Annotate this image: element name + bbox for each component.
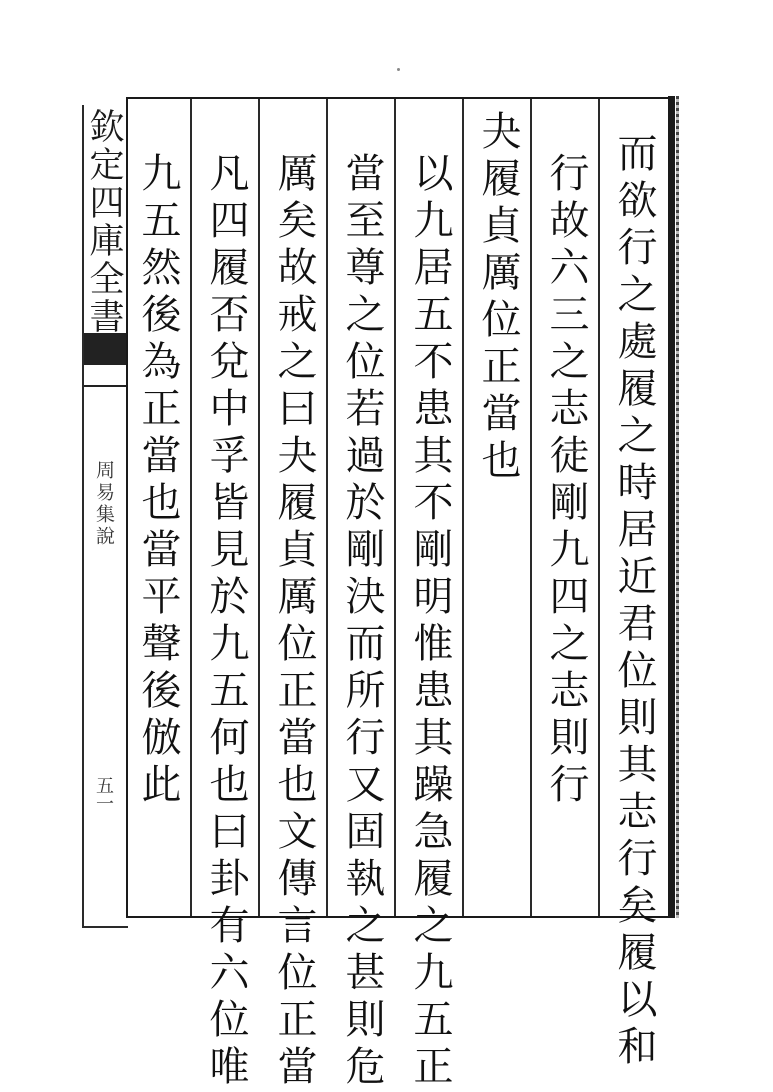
- column-rule: [326, 99, 328, 916]
- collection-title: 欽定四庫全書: [84, 108, 124, 336]
- text-column-6: 厲矣故戒之曰夬履貞厲位正當也文傳言位正當: [271, 152, 317, 1092]
- column-rule: [394, 99, 396, 916]
- frame-left-border: [126, 97, 128, 918]
- paper-speck: [397, 68, 400, 71]
- text-column-1: 而欲行之處履之時居近君位則其志行矣履以和: [611, 132, 657, 1072]
- text-column-7: 凡四履否兌中孚皆見於九五何也曰卦有六位唯: [203, 152, 249, 1092]
- text-column-5: 當至尊之位若過於剛決而所行又固執之甚則危: [339, 152, 385, 1092]
- page-number: 五一: [93, 776, 114, 812]
- frame-right-border: [668, 96, 675, 918]
- column-rule: [598, 99, 600, 916]
- column-rule: [530, 99, 532, 916]
- column-rule: [462, 99, 464, 916]
- book-title: 周易集說: [93, 460, 115, 548]
- fishtail-mark: [84, 333, 126, 365]
- text-column-4: 以九居五不患其不剛明惟患其躁急履之九五正: [407, 152, 453, 1092]
- text-column-8: 九五然後為正當也當平聲後倣此: [135, 152, 181, 810]
- fishtail-rule: [84, 385, 126, 387]
- frame-top-border: [126, 97, 670, 99]
- text-column-3: 夬履貞厲位正當也: [475, 110, 521, 486]
- column-rule: [258, 99, 260, 916]
- column-rule: [190, 99, 192, 916]
- frame-right-edge: [676, 96, 679, 918]
- text-column-2: 行故六三之志徒剛九四之志則行: [543, 152, 589, 810]
- margin-band-bottom-line: [82, 926, 128, 928]
